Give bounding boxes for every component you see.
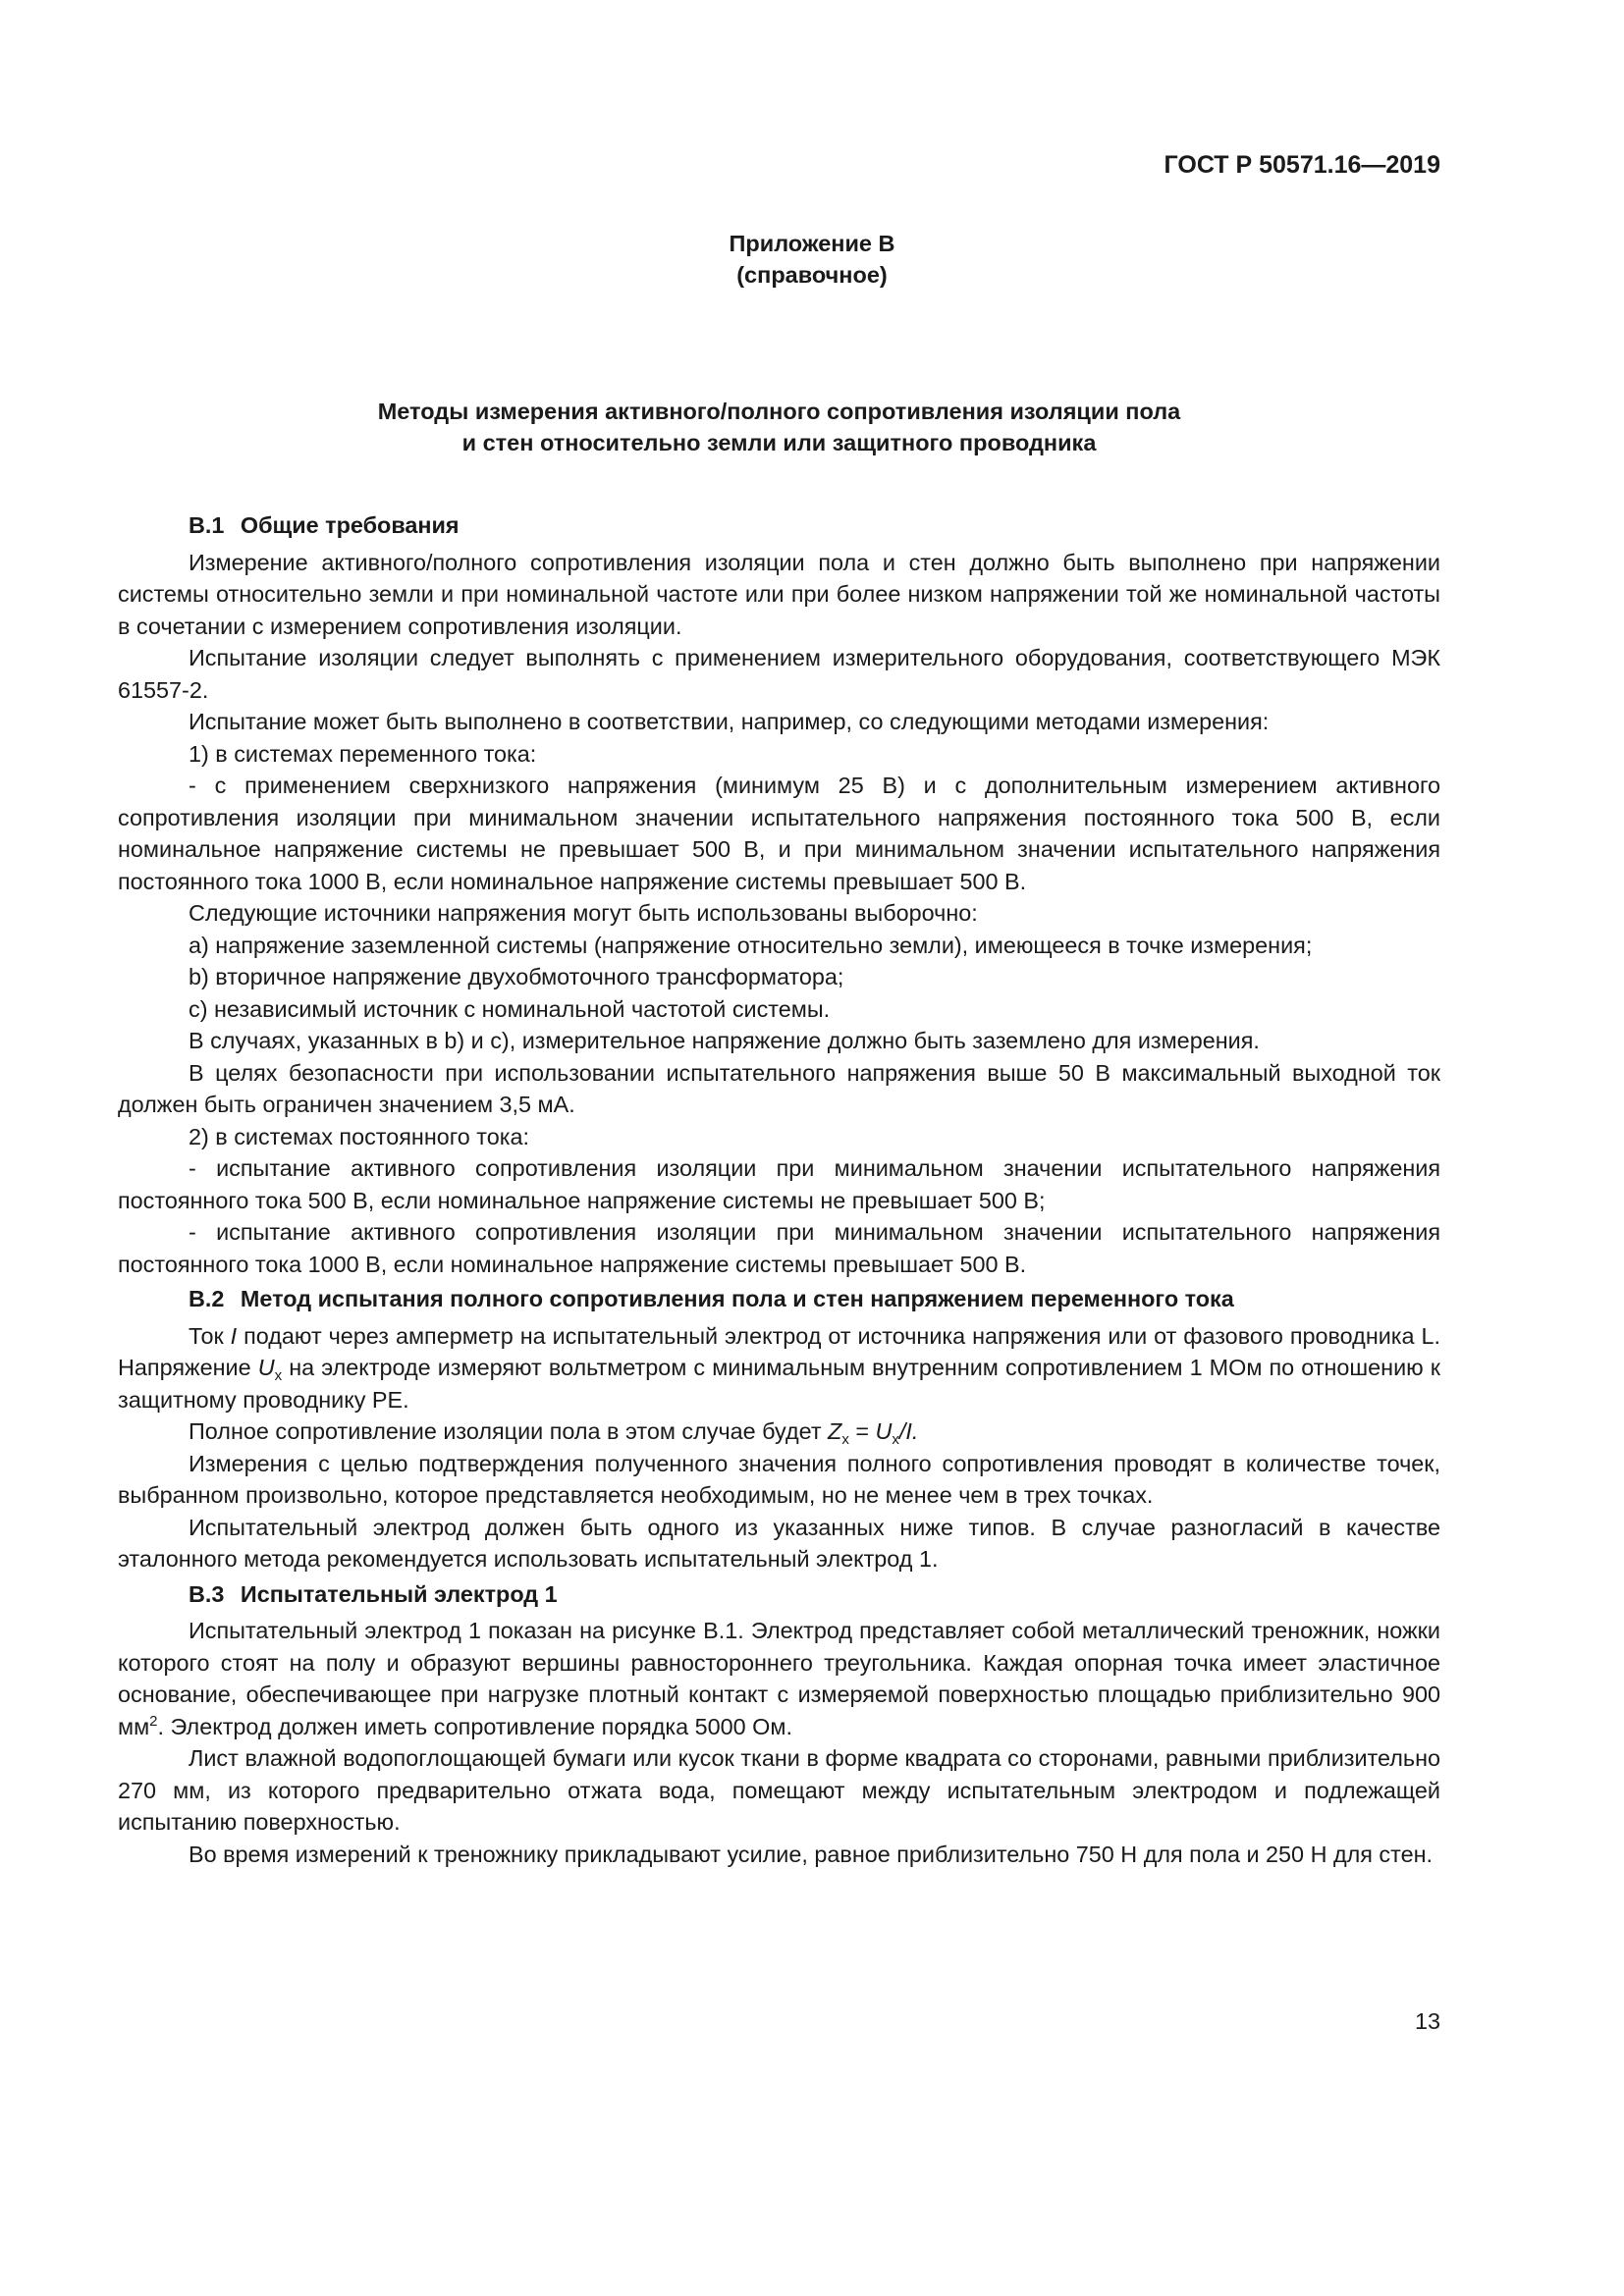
text-run: Ток xyxy=(189,1322,231,1349)
list-item: - с применением сверхнизкого напряжения (минимум 25 В) и с дополнительным измерением активного сопротивления изоляции при минимальном значении испытательного напряжения постоянного тока 500 В, если номинальное напряжение системы не превышает 500 В, и при минимальном значении испытательного напряжения постоянного тока 1000 В, если номинальное напряжение системы превышает 500 В. xyxy=(118,773,1440,894)
text-run: подают через амперметр на испытательный электрод от источника напряжения или от фазового проводника L. Напряжение xyxy=(118,1322,1441,1380)
list-item: c) независимый источник с номинальной частотой системы. xyxy=(189,995,831,1022)
page-number: 13 xyxy=(1414,2008,1440,2034)
paragraph: Лист влажной водопоглощающей бумаги или кусок ткани в форме квадрата со сторонами, равными приблизительно 270 мм, из которого предварительно отжата вода, помещают между испытательным электродом и подлежащей испытанию поверхностью. xyxy=(118,1745,1440,1835)
list-item: a) напряжение заземленной системы (напряжение относительно земли), имеющееся в точке измерения; xyxy=(189,932,1313,958)
paragraph-formula xyxy=(118,1415,1440,1448)
text-run: на электроде измеряют вольтметром с минимальным внутренним сопротивлением 1 МОм по отношению к защитному проводнику PE. xyxy=(118,1355,1440,1413)
paragraph xyxy=(118,1615,1440,1742)
paragraph: Во время измерений к треножнику прикладывают усилие, равное приблизительно 750 Н для пола и 250 Н для стен. xyxy=(189,1841,1433,1867)
list-item: - испытание активного сопротивления изоляции при минимальном значении испытательного напряжения постоянного тока 1000 В, если номинальное напряжение системы превышает 500 В. xyxy=(118,1219,1440,1277)
symbol-current: /I. xyxy=(898,1418,919,1444)
text-run: Испытательный электрод 1 показан на рисунке В.1. Электрод представляет собой металлический треножник, ножки которого стоят на полу и образуют вершины равностороннего треугольника. Каждая опорная точка имеет эластичное основание, обеспечивающее при нагрузке плотный контакт с измеряемой поверхностью площадью приблизительно 900 мм xyxy=(118,1618,1440,1739)
list-item: b) вторичное напряжение двухобмоточного трансформатора; xyxy=(189,964,844,989)
section-title: Метод испытания полного сопротивления пола и стен напряжением переменного тока xyxy=(240,1286,1234,1311)
paragraph: В случаях, указанных в b) и с), измерительное напряжение должно быть заземлено для измерения. xyxy=(189,1028,1260,1053)
section-number: В.1 xyxy=(189,512,225,538)
text-run: . Электрод должен иметь сопротивление порядка 5000 Ом. xyxy=(157,1713,792,1739)
symbol-voltage: U xyxy=(875,1418,893,1444)
list-item: 1) в системах переменного тока: xyxy=(189,740,537,767)
text-run: Полное сопротивление изоляции пола в этом случае будет xyxy=(189,1418,829,1444)
equals-sign: = xyxy=(848,1418,876,1444)
annex-type: (справочное) xyxy=(736,262,888,288)
paragraph: Измерение активного/полного сопротивления изоляции пола и стен должно быть выполнено при напряжении системы относительно земли и при номинальной частоте или при более низком напряжении той же номинальной частоты в сочетании с измерением сопротивления изоляции. xyxy=(118,549,1440,639)
document-body xyxy=(118,509,1440,1870)
section-heading-b1 xyxy=(118,509,1440,547)
list-item: - испытание активного сопротивления изоляции при минимальном значении испытательного напряжения постоянного тока 500 В, если номинальное напряжение системы не превышает 500 В; xyxy=(118,1155,1440,1213)
section-number: В.3 xyxy=(189,1580,225,1607)
paragraph: Испытание может быть выполнено в соответствии, например, со следующими методами измерения: xyxy=(189,709,1270,734)
paragraph: Испытание изоляции следует выполнять с применением измерительного оборудования, соответствующего МЭК 61557-2. xyxy=(118,645,1440,703)
document-code-header: ГОСТ Р 50571.16—2019 xyxy=(1164,151,1440,179)
section-title: Испытательный электрод 1 xyxy=(240,1580,558,1607)
section-heading-b3 xyxy=(118,1575,1440,1616)
section-heading-b2 xyxy=(118,1280,1440,1320)
superscript: 2 xyxy=(149,1712,158,1730)
symbol-current: I xyxy=(230,1322,238,1349)
symbol-impedance: Z xyxy=(828,1418,842,1444)
subscript: x xyxy=(841,1431,849,1448)
subscript: x xyxy=(274,1367,283,1384)
annex-heading xyxy=(0,228,1624,291)
paragraph xyxy=(118,1320,1440,1416)
paragraph: В целях безопасности при использовании испытательного напряжения выше 50 В максимальный выходной ток должен быть ограничен значением 3,5 мА. xyxy=(118,1059,1440,1117)
section-title: Общие требования xyxy=(240,512,460,538)
list-item: 2) в системах постоянного тока: xyxy=(189,1123,529,1149)
symbol-voltage: U xyxy=(257,1355,275,1380)
paragraph: Испытательный электрод должен быть одного из указанных ниже типов. В случае разногласий в качестве эталонного метода рекомендуется использовать испытательный электрод 1. xyxy=(118,1514,1440,1572)
annex-title xyxy=(118,396,1440,458)
annex-title-line-1: Методы измерения активного/полного сопротивления изоляции пола xyxy=(377,399,1181,424)
annex-title-line-2: и стен относительно земли или защитного проводника xyxy=(461,430,1097,455)
subscript: x xyxy=(892,1431,899,1448)
paragraph: Следующие источники напряжения могут быть использованы выборочно: xyxy=(189,900,978,926)
annex-label: Приложение В xyxy=(729,231,895,256)
paragraph: Измерения с целью подтверждения полученного значения полного сопротивления проводят в количестве точек, выбранном произвольно, которое представляется необходимым, но не менее чем в трех точках. xyxy=(118,1450,1440,1508)
section-number: В.2 xyxy=(189,1286,225,1311)
